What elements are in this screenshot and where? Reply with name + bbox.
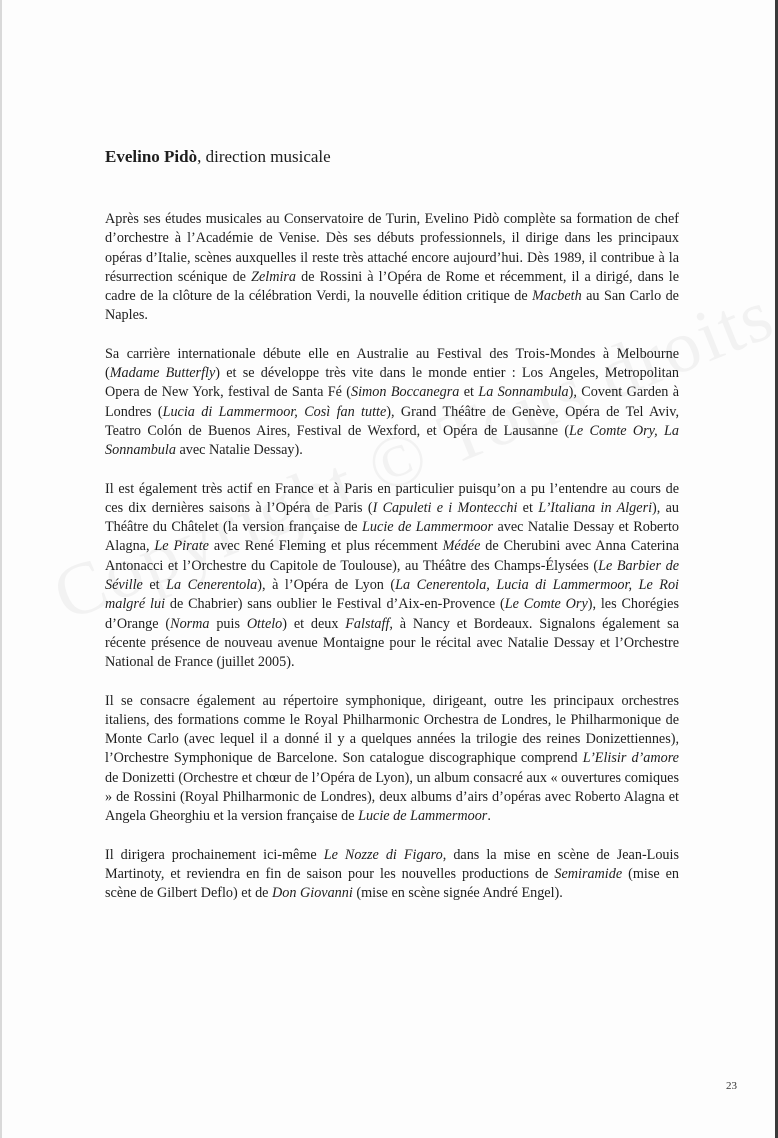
biography-paragraph xyxy=(105,846,679,904)
paragraph-text: et xyxy=(142,577,167,594)
work-title: La Sonnambula xyxy=(478,384,569,401)
work-title: I Capuleti e i Montecchi xyxy=(372,499,518,516)
work-title: Semiramide xyxy=(554,865,623,882)
paragraph-text: (mise en scène de Gilbert Deflo) et de xyxy=(105,865,679,902)
paragraph-text: avec Natalie Dessay). xyxy=(175,442,303,459)
paragraph-text: (mise en scène signée André Engel). xyxy=(352,885,563,902)
paragraph-text: . xyxy=(487,808,491,825)
paragraph-text: avec Natalie Dessay et Roberto Alagna, xyxy=(105,519,679,555)
work-title: La Cenerentola xyxy=(166,577,258,594)
paragraph-text: Il dirigera prochainement ici-même xyxy=(105,846,324,863)
work-title: Lucie de Lammermoor xyxy=(362,519,494,536)
paragraph-text: et xyxy=(517,499,539,516)
work-title: Norma xyxy=(170,615,210,632)
work-title: Le Comte Ory, La Sonnambula xyxy=(105,422,679,459)
paragraph-text: puis xyxy=(209,615,247,632)
work-title: Le Comte Ory xyxy=(504,596,588,613)
paragraph-text: de Donizetti (Orchestre et chœur de l’Opéra de Lyon), un album consacré aux « ouvertures comiques » de Rossini (Royal Philharmonic de Londres), deux albums d’airs d’opéras avec Roberto Alagna et Angela Gheorghiu et la version française de xyxy=(105,769,679,825)
work-title: Médée xyxy=(442,538,481,555)
page-number: 23 xyxy=(726,1080,737,1092)
work-title: Simon Boccanegra xyxy=(351,384,460,401)
paragraph-text: de Rossini à l’Opéra de Rome et récemment, il a dirigé, dans le cadre de la clôture de la célébration Verdi, la nouvelle édition critique de xyxy=(105,268,679,305)
work-title: Lucie de Lammermoor xyxy=(358,808,488,825)
work-title: La Cenerentola, Lucia di Lammermoor, Le Roi malgré lui xyxy=(105,577,679,613)
work-title: Ottelo xyxy=(246,615,283,632)
paragraph-text: , à Nancy et Bordeaux. Signalons également sa récente présence de nouveau avenue Montaigne pour le récital avec Natalie Dessay et l’Orchestre National de France (juillet 2005). xyxy=(105,615,679,671)
biography-paragraph xyxy=(105,480,679,673)
work-title: Le Barbier de Séville xyxy=(105,557,679,594)
work-title: L’Elisir d’amore xyxy=(582,750,679,767)
biography-body xyxy=(105,210,679,923)
biography-paragraph xyxy=(105,692,679,827)
work-title: L’Italiana in Algeri xyxy=(538,499,653,516)
page-title xyxy=(105,146,331,168)
paragraph-text: ), au Théâtre du Châtelet (la version française de xyxy=(105,499,679,536)
work-title: Macbeth xyxy=(532,288,582,305)
paragraph-text: ), les Chorégies d’Orange ( xyxy=(105,596,679,632)
paragraph-text: Après ses études musicales au Conservatoire de Turin, Evelino Pidò complète sa formation de chef d’orchestre à l’Académie de Venise. Dès ses débuts professionnels, il dirige dans les principaux opéras d’Italie, scènes auxquelles il reste très attaché encore aujourd’hui. Dès 1989, il contribue à la résurrection scénique de xyxy=(105,211,679,285)
paragraph-text: au San Carlo de Naples. xyxy=(105,288,679,324)
paragraph-text: et xyxy=(459,384,479,401)
paragraph-text: de Cherubini avec Anna Caterina Antonacci et l’Orchestre du Capitole de Toulouse), au Théâtre des Champs-Élysées ( xyxy=(105,538,679,574)
paragraph-text: ), à l’Opéra de Lyon ( xyxy=(257,577,396,594)
paragraph-text: Il est également très actif en France et à Paris en particulier puisqu’on a pu l’entendre au cours de ces dix dernières saisons à l’Opéra de Paris ( xyxy=(105,480,679,516)
work-title: Madame Butterfly xyxy=(109,365,216,382)
work-title: Falstaff xyxy=(345,615,390,632)
conductor-role: , direction musicale xyxy=(197,147,331,166)
conductor-name: Evelino Pidò xyxy=(105,147,198,166)
paragraph-text: avec René Fleming et plus récemment xyxy=(208,538,443,555)
biography-paragraph xyxy=(105,345,679,461)
work-title: Zelmira xyxy=(251,268,297,285)
paragraph-text: , dans la mise en scène de Jean-Louis Martinoty, et reviendra en fin de saison pour les nouvelles productions de xyxy=(105,846,679,882)
paragraph-text: Il se consacre également au répertoire symphonique, dirigeant, outre les principaux orchestres italiens, des formations comme le Royal Philharmonic Orchestra de Londres, le Philharmonique de Monte Carlo (avec lequel il a donné il y a quelques années la trilogie des reines Donizettiennes), l’Orchestre Symphonique de Barcelone. Son catalogue discographique comprend xyxy=(105,692,679,767)
paragraph-text: ), Covent Garden à Londres ( xyxy=(105,384,679,420)
paragraph-text: ), Grand Théâtre de Genève, Opéra de Tel Aviv, Teatro Colón de Buenos Aires, Festival de Wexford, et Opéra de Lausanne ( xyxy=(105,403,680,439)
paragraph-text: ) et deux xyxy=(282,615,346,632)
work-title: Lucia di Lammermoor, Così fan tutte xyxy=(162,403,387,420)
work-title: Le Pirate xyxy=(154,538,209,555)
work-title: Le Nozze di Figaro xyxy=(323,846,443,863)
work-title: Don Giovanni xyxy=(272,885,353,902)
biography-paragraph xyxy=(105,210,679,326)
paragraph-text: ) et se développe très vite dans le monde entier : Los Angeles, Metropolitan Opera de New York, festival de Santa Fé ( xyxy=(105,365,679,401)
paragraph-text: Sa carrière internationale débute elle en Australie au Festival des Trois-Mondes à Melbourne ( xyxy=(105,345,679,382)
paragraph-text: de Chabrier) sans oublier le Festival d’Aix-en-Provence ( xyxy=(165,596,505,613)
